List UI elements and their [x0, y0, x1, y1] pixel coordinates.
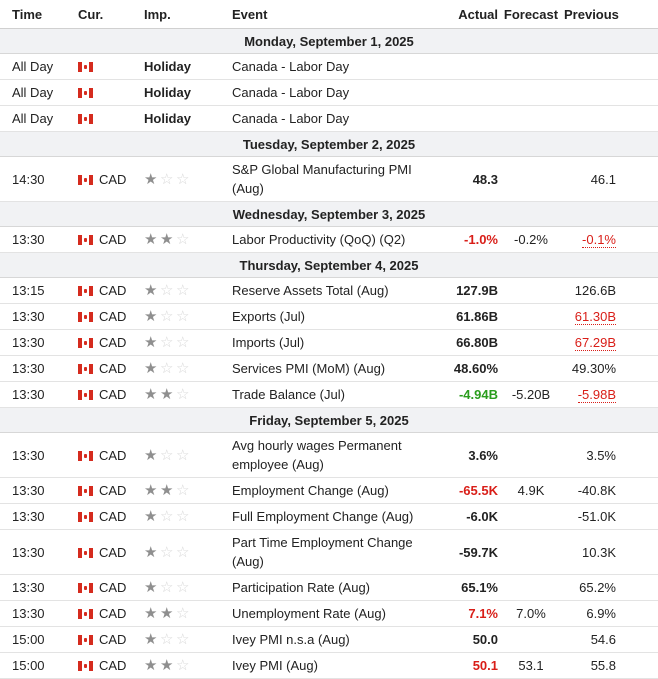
- importance-rating: [144, 304, 232, 330]
- revised-previous-value[interactable]: -0.1%: [582, 232, 616, 247]
- importance-star-icon: ☆: [176, 308, 190, 325]
- importance-rating: [144, 356, 232, 382]
- currency-cell: [78, 278, 144, 304]
- col-header-importance[interactable]: Imp.: [144, 0, 232, 29]
- canada-flag-icon: [78, 312, 93, 322]
- importance-star-icon: ★: [144, 657, 158, 674]
- canada-flag-icon: [78, 364, 93, 374]
- day-header-row: [0, 132, 658, 157]
- importance-star-icon: ★: [144, 231, 158, 248]
- canada-flag-icon: [78, 88, 93, 98]
- forecast-value: [498, 530, 564, 575]
- importance-star-icon: ★: [160, 386, 174, 403]
- day-header-row: [0, 253, 658, 278]
- importance-star-icon: ★: [144, 308, 158, 325]
- importance-star-icon: ☆: [160, 334, 174, 351]
- currency-code: CAD: [99, 544, 127, 560]
- previous-value: 54.6: [590, 632, 616, 647]
- currency-code: CAD: [99, 232, 127, 247]
- table-row[interactable]: [0, 157, 658, 202]
- canada-flag-icon: [78, 235, 93, 245]
- importance-star-icon: ☆: [160, 282, 174, 299]
- canada-flag-icon: [78, 583, 93, 593]
- importance-star-icon: ★: [160, 231, 174, 248]
- canada-flag-icon: [78, 548, 93, 558]
- actual-value: -4.94B: [416, 382, 498, 408]
- currency-cell: [78, 106, 144, 132]
- importance-star-icon: ☆: [176, 508, 190, 525]
- revised-previous-value[interactable]: 67.29B: [574, 335, 616, 350]
- canada-flag-icon: [78, 390, 93, 400]
- importance-rating: [144, 601, 232, 627]
- event-name[interactable]: S&P Global Manufacturing PMI (Aug): [232, 157, 416, 202]
- importance-star-icon: ☆: [176, 386, 190, 403]
- day-header: Monday, September 1, 2025: [0, 29, 658, 54]
- col-header-forecast[interactable]: Forecast: [498, 0, 564, 29]
- importance-rating: [144, 227, 232, 253]
- table-row[interactable]: [0, 54, 658, 80]
- currency-cell: [78, 530, 144, 575]
- previous-cell: [564, 330, 658, 356]
- event-time: 13:30: [0, 433, 78, 478]
- event-name[interactable]: Imports (Jul): [232, 330, 416, 356]
- holiday-label: Holiday: [144, 54, 232, 80]
- event-time: 13:30: [0, 530, 78, 575]
- event-time: 13:30: [0, 478, 78, 504]
- header-row: [0, 0, 658, 29]
- event-time: 13:15: [0, 278, 78, 304]
- importance-star-icon: ★: [144, 605, 158, 622]
- importance-star-icon: ☆: [176, 170, 190, 188]
- day-header-row: [0, 202, 658, 227]
- previous-cell: [564, 433, 658, 478]
- table-row[interactable]: [0, 433, 658, 478]
- event-name[interactable]: Ivey PMI (Aug): [232, 653, 416, 679]
- event-name[interactable]: Avg hourly wages Permanent employee (Aug): [232, 433, 416, 478]
- importance-star-icon: ☆: [160, 446, 174, 464]
- canada-flag-icon: [78, 512, 93, 522]
- actual-value: 7.1%: [416, 601, 498, 627]
- canada-flag-icon: [78, 286, 93, 296]
- previous-cell: [564, 278, 658, 304]
- col-header-event[interactable]: Event: [232, 0, 416, 29]
- currency-cell: [78, 478, 144, 504]
- forecast-value: 53.1: [498, 653, 564, 679]
- importance-star-icon: ★: [144, 543, 158, 561]
- previous-cell: [564, 304, 658, 330]
- importance-star-icon: ★: [160, 605, 174, 622]
- actual-value: 50.0: [416, 627, 498, 653]
- importance-star-icon: ★: [160, 657, 174, 674]
- importance-star-icon: ★: [144, 386, 158, 403]
- table-row[interactable]: [0, 530, 658, 575]
- event-time: 13:30: [0, 504, 78, 530]
- importance-star-icon: ★: [144, 360, 158, 377]
- currency-cell: [78, 653, 144, 679]
- event-time: 13:30: [0, 382, 78, 408]
- forecast-value: -0.2%: [498, 227, 564, 253]
- previous-value: 126.6B: [574, 283, 616, 298]
- table-row[interactable]: [0, 330, 658, 356]
- importance-rating: [144, 330, 232, 356]
- currency-cell: [78, 575, 144, 601]
- currency-cell: [78, 433, 144, 478]
- actual-value: -65.5K: [416, 478, 498, 504]
- forecast-value: [498, 304, 564, 330]
- event-name[interactable]: Participation Rate (Aug): [232, 575, 416, 601]
- event-time: All Day: [0, 54, 78, 80]
- event-time: 13:30: [0, 227, 78, 253]
- importance-rating: [144, 382, 232, 408]
- forecast-value: [498, 278, 564, 304]
- table-row[interactable]: [0, 627, 658, 653]
- importance-star-icon: ★: [144, 508, 158, 525]
- currency-cell: [78, 356, 144, 382]
- day-header: Wednesday, September 3, 2025: [0, 202, 658, 227]
- previous-cell: [564, 478, 658, 504]
- importance-rating: [144, 504, 232, 530]
- forecast-value: 7.0%: [498, 601, 564, 627]
- table-row[interactable]: [0, 80, 658, 106]
- importance-star-icon: ★: [144, 446, 158, 464]
- actual-value: 48.3: [416, 157, 498, 202]
- importance-star-icon: ★: [144, 170, 158, 188]
- importance-star-icon: ☆: [176, 334, 190, 351]
- currency-code: CAD: [99, 483, 127, 498]
- importance-star-icon: ☆: [160, 508, 174, 525]
- currency-code: CAD: [99, 606, 127, 621]
- forecast-value: [498, 575, 564, 601]
- previous-cell: [564, 382, 658, 408]
- previous-value: 65.2%: [579, 580, 616, 595]
- currency-code: CAD: [99, 580, 127, 595]
- importance-star-icon: ☆: [160, 579, 174, 596]
- previous-value: 3.5%: [586, 447, 616, 463]
- event-name[interactable]: Ivey PMI n.s.a (Aug): [232, 627, 416, 653]
- currency-code: CAD: [99, 658, 127, 673]
- importance-star-icon: ☆: [176, 360, 190, 377]
- table-row[interactable]: [0, 304, 658, 330]
- event-name[interactable]: Canada - Labor Day: [232, 106, 416, 132]
- importance-star-icon: ☆: [176, 446, 190, 464]
- table-row[interactable]: [0, 106, 658, 132]
- importance-star-icon: ☆: [160, 631, 174, 648]
- table-row[interactable]: [0, 601, 658, 627]
- day-header: Tuesday, September 2, 2025: [0, 132, 658, 157]
- currency-cell: [78, 304, 144, 330]
- day-header-row: [0, 29, 658, 54]
- canada-flag-icon: [78, 114, 93, 124]
- table-row[interactable]: [0, 575, 658, 601]
- previous-cell: [564, 575, 658, 601]
- table-row[interactable]: [0, 227, 658, 253]
- table-row[interactable]: [0, 278, 658, 304]
- actual-value: 65.1%: [416, 575, 498, 601]
- col-header-previous[interactable]: Previous: [564, 0, 658, 29]
- actual-value: -59.7K: [416, 530, 498, 575]
- event-time: 15:00: [0, 627, 78, 653]
- forecast-value: [498, 157, 564, 202]
- event-time: 13:30: [0, 330, 78, 356]
- currency-code: CAD: [99, 387, 127, 402]
- importance-rating: [144, 653, 232, 679]
- event-name[interactable]: Full Employment Change (Aug): [232, 504, 416, 530]
- actual-value: 61.86B: [416, 304, 498, 330]
- currency-code: CAD: [99, 283, 127, 298]
- event-time: All Day: [0, 80, 78, 106]
- importance-star-icon: ☆: [176, 657, 190, 674]
- currency-cell: [78, 54, 144, 80]
- importance-star-icon: ☆: [160, 308, 174, 325]
- event-name[interactable]: Reserve Assets Total (Aug): [232, 278, 416, 304]
- importance-star-icon: ☆: [176, 482, 190, 499]
- importance-star-icon: ☆: [160, 170, 174, 188]
- currency-cell: [78, 382, 144, 408]
- event-time: 13:30: [0, 304, 78, 330]
- event-time: 14:30: [0, 157, 78, 202]
- canada-flag-icon: [78, 635, 93, 645]
- currency-cell: [78, 601, 144, 627]
- currency-cell: [78, 504, 144, 530]
- previous-value: 46.1: [590, 171, 616, 187]
- importance-star-icon: ☆: [176, 231, 190, 248]
- actual-value: 66.80B: [416, 330, 498, 356]
- forecast-value: [498, 356, 564, 382]
- holiday-label: Holiday: [144, 106, 232, 132]
- forecast-value: -5.20B: [498, 382, 564, 408]
- importance-rating: [144, 575, 232, 601]
- event-name[interactable]: Canada - Labor Day: [232, 54, 416, 80]
- holiday-label: Holiday: [144, 80, 232, 106]
- importance-star-icon: ☆: [176, 631, 190, 648]
- revised-previous-value[interactable]: -5.98B: [577, 387, 616, 402]
- event-name[interactable]: Labor Productivity (QoQ) (Q2): [232, 227, 416, 253]
- table-row[interactable]: [0, 356, 658, 382]
- previous-cell: [564, 227, 658, 253]
- currency-code: CAD: [99, 509, 127, 524]
- event-name[interactable]: Trade Balance (Jul): [232, 382, 416, 408]
- event-time: 15:00: [0, 653, 78, 679]
- importance-rating: [144, 278, 232, 304]
- col-header-time[interactable]: Time: [0, 0, 78, 29]
- currency-code: CAD: [99, 632, 127, 647]
- day-header: Thursday, September 4, 2025: [0, 253, 658, 278]
- importance-star-icon: ☆: [160, 360, 174, 377]
- canada-flag-icon: [78, 486, 93, 496]
- forecast-value: [498, 504, 564, 530]
- actual-value: -6.0K: [416, 504, 498, 530]
- importance-rating: [144, 478, 232, 504]
- event-name[interactable]: Exports (Jul): [232, 304, 416, 330]
- actual-value: 50.1: [416, 653, 498, 679]
- previous-value: 49.30%: [571, 361, 616, 376]
- event-name[interactable]: Employment Change (Aug): [232, 478, 416, 504]
- table-row[interactable]: [0, 653, 658, 679]
- event-name[interactable]: Unemployment Rate (Aug): [232, 601, 416, 627]
- event-time: 13:30: [0, 601, 78, 627]
- event-time: 13:30: [0, 356, 78, 382]
- importance-star-icon: ★: [160, 482, 174, 499]
- col-header-actual[interactable]: Actual: [416, 0, 498, 29]
- importance-star-icon: ★: [144, 334, 158, 351]
- previous-cell: [564, 627, 658, 653]
- previous-cell: [564, 504, 658, 530]
- event-name[interactable]: Canada - Labor Day: [232, 80, 416, 106]
- event-name[interactable]: Part Time Employment Change (Aug): [232, 530, 416, 575]
- previous-value: -51.0K: [577, 509, 616, 524]
- previous-cell: [564, 653, 658, 679]
- col-header-currency[interactable]: Cur.: [78, 0, 144, 29]
- actual-value: 48.60%: [416, 356, 498, 382]
- currency-cell: [78, 627, 144, 653]
- forecast-value: [498, 330, 564, 356]
- previous-value: -40.8K: [577, 483, 616, 498]
- canada-flag-icon: [78, 62, 93, 72]
- importance-star-icon: ★: [144, 631, 158, 648]
- event-time: 13:30: [0, 575, 78, 601]
- event-name[interactable]: Services PMI (MoM) (Aug): [232, 356, 416, 382]
- importance-star-icon: ☆: [176, 282, 190, 299]
- day-header-row: [0, 408, 658, 433]
- currency-code: CAD: [99, 171, 127, 187]
- forecast-value: 4.9K: [498, 478, 564, 504]
- day-header: Friday, September 5, 2025: [0, 408, 658, 433]
- table-row[interactable]: [0, 382, 658, 408]
- currency-code: CAD: [99, 335, 127, 350]
- previous-cell: [564, 601, 658, 627]
- importance-rating: [144, 530, 232, 575]
- importance-star-icon: ★: [144, 282, 158, 299]
- importance-star-icon: ☆: [176, 579, 190, 596]
- canada-flag-icon: [78, 609, 93, 619]
- currency-code: CAD: [99, 309, 127, 324]
- canada-flag-icon: [78, 338, 93, 348]
- canada-flag-icon: [78, 175, 93, 185]
- importance-star-icon: ★: [144, 579, 158, 596]
- previous-value: 10.3K: [582, 544, 616, 560]
- currency-code: CAD: [99, 361, 127, 376]
- forecast-value: [498, 433, 564, 478]
- table-row[interactable]: [0, 504, 658, 530]
- importance-star-icon: ☆: [176, 605, 190, 622]
- currency-code: CAD: [99, 447, 127, 463]
- currency-cell: [78, 330, 144, 356]
- importance-star-icon: ☆: [176, 543, 190, 561]
- currency-cell: [78, 80, 144, 106]
- previous-cell: [564, 530, 658, 575]
- currency-cell: [78, 157, 144, 202]
- importance-rating: [144, 433, 232, 478]
- revised-previous-value[interactable]: 61.30B: [574, 309, 616, 324]
- previous-value: 55.8: [590, 658, 616, 673]
- table-row[interactable]: [0, 478, 658, 504]
- previous-cell: [564, 157, 658, 202]
- importance-rating: [144, 627, 232, 653]
- currency-cell: [78, 227, 144, 253]
- actual-value: 3.6%: [416, 433, 498, 478]
- importance-rating: [144, 157, 232, 202]
- previous-cell: [564, 356, 658, 382]
- actual-value: 127.9B: [416, 278, 498, 304]
- event-time: All Day: [0, 106, 78, 132]
- importance-star-icon: ★: [144, 482, 158, 499]
- importance-star-icon: ☆: [160, 543, 174, 561]
- previous-value: 6.9%: [586, 606, 616, 621]
- actual-value: -1.0%: [416, 227, 498, 253]
- canada-flag-icon: [78, 451, 93, 461]
- forecast-value: [498, 627, 564, 653]
